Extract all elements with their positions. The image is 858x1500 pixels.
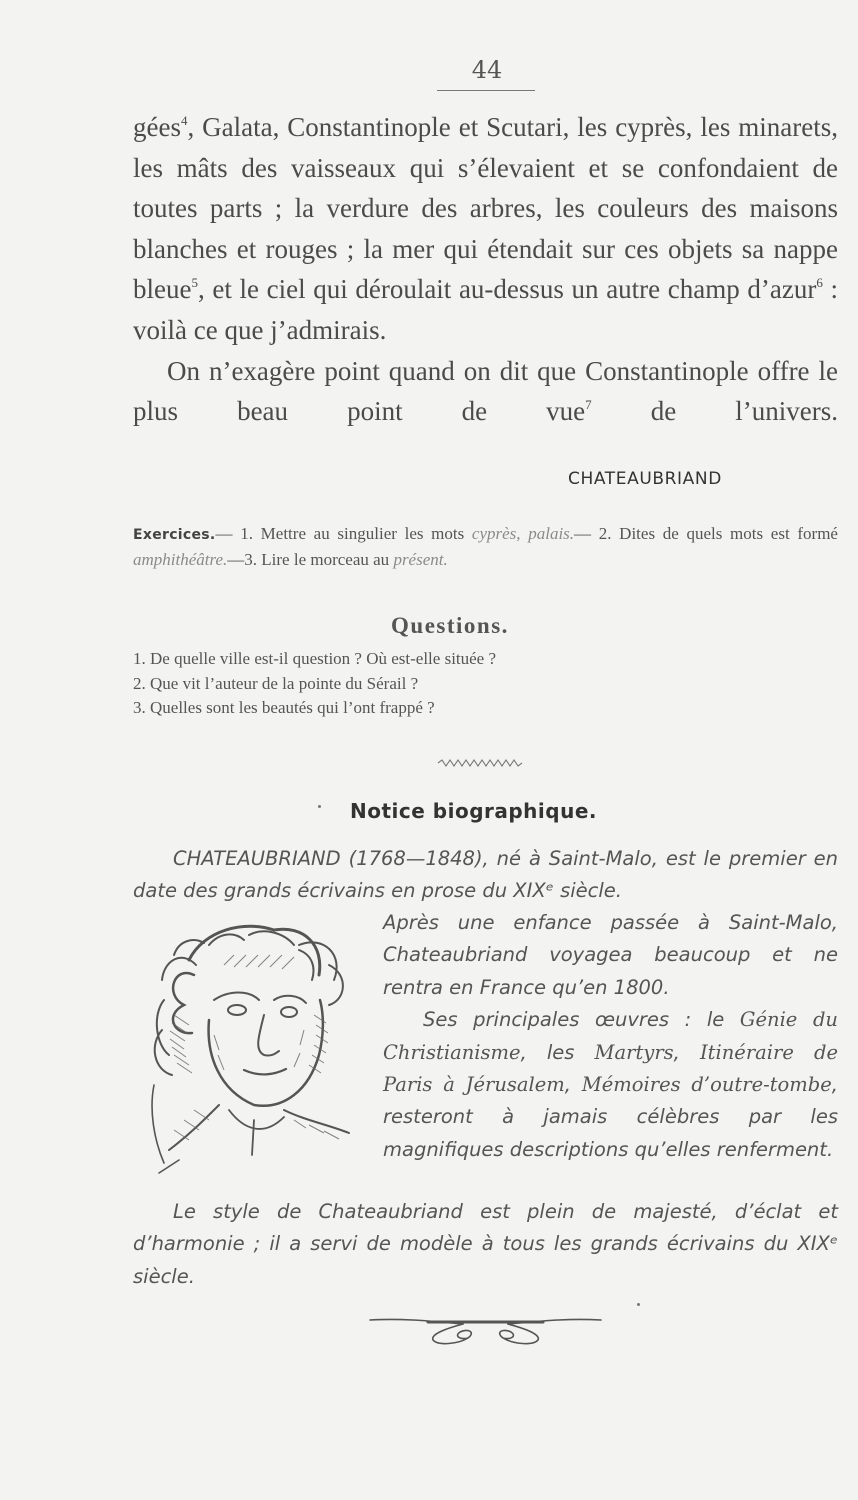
chateaubriand-portrait-engraving <box>134 905 374 1175</box>
question-item: 3. Quelles sont les beautés qui l’ont frappé ? <box>133 698 435 717</box>
biography-works <box>383 1004 838 1166</box>
question-item: 1. De quelle ville est-il question ? Où est-elle située ? <box>133 649 497 668</box>
exercise-1-words: cyprès, palais. <box>471 524 575 543</box>
questions-heading: Questions. <box>391 613 509 638</box>
paragraph-2 <box>133 351 838 432</box>
ink-speck <box>637 1303 640 1306</box>
works-end: , resteront à jamais célèbres par les magnifiques descriptions qu’elles renferment. <box>383 1073 838 1161</box>
page-number-rule <box>437 90 535 91</box>
paragraph-1 <box>133 107 838 351</box>
exercise-1-text: — 1. Mettre au singulier les mots <box>215 524 472 543</box>
paragraph-1-part-2: , Galata, Constantinople et Scutari, les cyprès, les minarets, les mâts des vaisseaux qui s’élevaient et se confondaient de toutes parts ; la verdure des arbres, les couleurs des maisons blanches et rouges ; la mer qui étendait sur ces objets sa nappe bleue <box>133 112 838 305</box>
biography-style <box>133 1196 838 1293</box>
biography-style-text: Le style de Chateaubriand est plein de majesté, d’éclat et d’harmonie ; il a servi de modèle à tous les grands écrivains du XIXᵉ siècle. <box>133 1200 838 1288</box>
footnote-ref-6: 6 <box>816 275 823 291</box>
questions-list <box>133 647 838 721</box>
footnote-ref-5: 5 <box>191 275 198 291</box>
exercises-label: Exercices. <box>133 527 216 543</box>
exercises <box>133 522 838 571</box>
end-flourish-ornament <box>368 1310 603 1350</box>
footnote-ref-4: 4 <box>180 113 188 128</box>
work-title: Mémoires d’outre-tombe <box>581 1073 832 1097</box>
exercise-2-text: — 2. Dites de quels mots est formé <box>574 524 838 543</box>
work-title: Martyrs <box>594 1040 674 1064</box>
works-intro: Ses principales œuvres : le <box>423 1008 740 1032</box>
exercise-2-word: amphithéâtre. <box>133 549 228 569</box>
works-separator: , <box>673 1040 700 1064</box>
work-title: Génie du Christianisme <box>383 1008 838 1064</box>
paragraph-2-part-1: On n’exagère point quand on dit que Constantinople offre le plus beau point de vue <box>133 355 838 427</box>
notice-heading: Notice biographique. <box>350 799 597 823</box>
exercise-3-text: —3. Lire le morceau au <box>227 549 394 569</box>
paragraph-1-part-4: : voilà ce que j’admirais. <box>133 274 838 345</box>
works-separator: , <box>564 1073 582 1097</box>
main-text <box>133 107 838 432</box>
works-separator: , les <box>520 1040 595 1064</box>
paragraph-1-part-3: , et le ciel qui déroulait au-dessus un autre champ d’azur <box>197 274 817 305</box>
biography-side-text <box>383 907 838 1166</box>
biography-childhood: Après une enfance passée à Saint-Malo, Chateaubriand voyagea beaucoup et ne rentra en France qu’en 1800. <box>383 911 838 999</box>
exercise-3-word: présent. <box>393 549 448 569</box>
work-title: Itinéraire de Paris à Jérusalem <box>383 1040 838 1097</box>
footnote-ref-7: 7 <box>585 397 592 413</box>
paragraph-1-part-1: gées <box>133 112 181 142</box>
wavy-divider-ornament <box>437 758 523 768</box>
biography-intro-text: CHATEAUBRIAND (1768—1848), né à Saint-Malo, est le premier en date des grands écrivains en prose du XIXᵉ siècle. <box>133 847 838 903</box>
author-signature: CHATEAUBRIAND <box>568 469 722 489</box>
question-item: 2. Que vit l’auteur de la pointe du Sérail ? <box>133 673 419 693</box>
ink-speck <box>318 805 321 808</box>
paragraph-2-part-2: de l’univers. <box>591 396 838 427</box>
page-number: 44 <box>471 56 503 84</box>
biography-intro <box>133 843 838 908</box>
